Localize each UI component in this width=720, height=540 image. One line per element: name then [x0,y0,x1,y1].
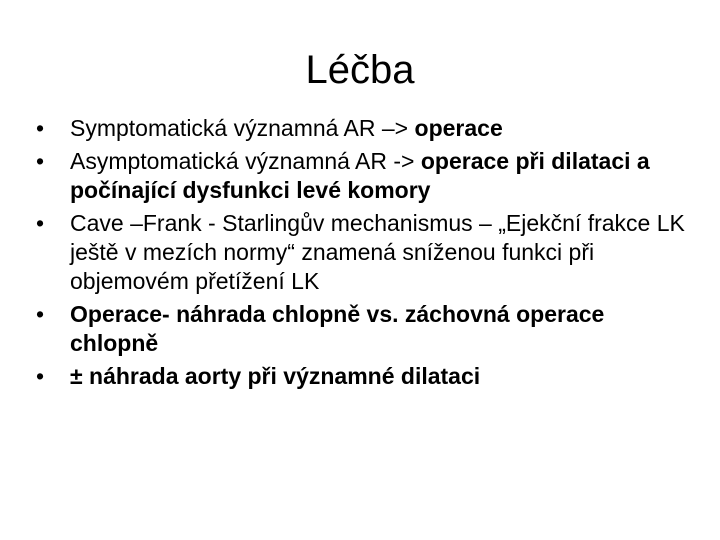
bullet-text-bold: ± náhrada aorty při významné dilataci [70,363,481,389]
slide-title: Léčba [305,48,415,92]
bullet-item [36,362,686,391]
bullet-text-bold: Operace- náhrada chlopně vs. záchovná operace chlopně [70,301,605,356]
bullet-item [36,209,686,296]
bullet-dot-icon: • [36,301,45,327]
bullet-text: Cave –Frank - Starlingův mechanismus – „Ejekční frakce LK ještě v mezích normy“ znamená sníženou funkci při objemovém přetížení LK [70,210,685,294]
bullet-text-bold: operace [414,115,503,141]
bullet-dot-icon: • [36,148,45,174]
bullet-list [36,114,686,395]
bullet-dot-icon: • [36,363,45,389]
bullet-text: Asymptomatická významná AR -> [70,148,421,174]
bullet-item [36,114,686,143]
bullet-text: Symptomatická významná AR –> [70,115,415,141]
bullet-dot-icon: • [36,115,45,141]
bullet-item [36,300,686,358]
bullet-dot-icon: • [36,210,45,236]
bullet-item [36,147,686,205]
bullet-text-bold: operace při dilataci a počínající dysfunkci levé komory [70,148,650,203]
